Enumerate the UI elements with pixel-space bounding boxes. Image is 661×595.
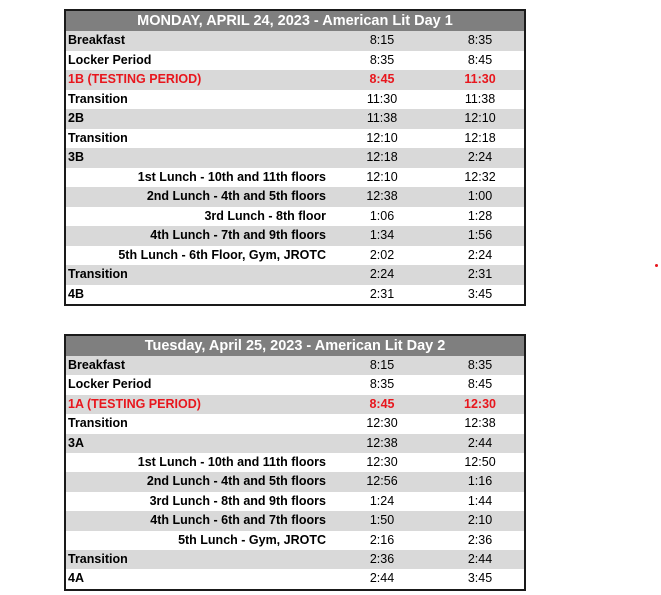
end-time: 1:16 — [467, 474, 493, 489]
start-time: 12:10 — [366, 169, 398, 184]
schedule-row — [66, 90, 524, 110]
period-label: Transition — [68, 551, 128, 566]
schedule-row — [66, 265, 524, 285]
end-time: 2:44 — [467, 435, 493, 450]
start-time: 1:34 — [369, 228, 395, 242]
schedule-row — [66, 109, 524, 129]
end-time: 3:45 — [467, 286, 493, 301]
start-time: 1:50 — [369, 513, 395, 528]
start-time: 8:45 — [369, 72, 395, 86]
start-time: 12:30 — [366, 416, 398, 431]
tuesday-schedule-rows — [66, 356, 524, 589]
monday-schedule-rows — [66, 31, 524, 304]
start-time: 12:38 — [366, 189, 398, 203]
schedule-row — [66, 148, 524, 168]
start-time: 12:38 — [366, 435, 398, 450]
end-time: 1:00 — [467, 189, 493, 203]
period-label: 3rd Lunch - 8th floor — [204, 208, 326, 223]
period-label: 5th Lunch - 6th Floor, Gym, JROTC — [118, 247, 326, 262]
end-time: 8:45 — [467, 377, 493, 392]
start-time: 2:44 — [369, 571, 395, 586]
period-label: 3B — [68, 150, 84, 164]
end-time: 12:10 — [464, 111, 496, 125]
end-time: 2:24 — [467, 150, 493, 164]
end-time: 2:44 — [467, 551, 493, 566]
period-label: 1st Lunch - 10th and 11th floors — [137, 169, 326, 184]
start-time: 12:10 — [366, 130, 398, 145]
end-time: 12:30 — [464, 396, 496, 411]
start-time: 8:35 — [369, 52, 395, 67]
schedule-row — [66, 453, 524, 472]
start-time: 8:15 — [369, 33, 395, 47]
period-label: Locker Period — [68, 52, 152, 67]
schedule-row — [66, 356, 524, 375]
schedule-row — [66, 207, 524, 227]
period-label: Breakfast — [68, 33, 125, 47]
schedule-row — [66, 414, 524, 433]
period-label: 2nd Lunch - 4th and 5th floors — [146, 189, 326, 203]
schedule-row — [66, 285, 524, 305]
period-label: 2nd Lunch - 4th and 5th floors — [146, 474, 326, 489]
schedule-row — [66, 492, 524, 511]
end-time: 12:38 — [464, 416, 496, 431]
period-label: 4th Lunch - 6th and 7th floors — [150, 513, 326, 528]
start-time: 8:15 — [369, 358, 395, 372]
schedule-row — [66, 70, 524, 90]
start-time: 2:24 — [369, 267, 395, 281]
tuesday-schedule-table — [64, 334, 526, 591]
start-time: 12:56 — [366, 474, 398, 489]
end-time: 3:45 — [467, 571, 493, 586]
period-label: 5th Lunch - Gym, JROTC — [178, 532, 326, 547]
start-time: 2:16 — [369, 532, 395, 547]
start-time: 11:38 — [366, 111, 398, 125]
schedule-row — [66, 375, 524, 394]
end-time: 2:24 — [467, 247, 493, 262]
end-time: 8:35 — [467, 33, 493, 47]
period-label: 4A — [68, 571, 84, 586]
period-label: Breakfast — [68, 358, 125, 372]
end-time: 8:35 — [467, 358, 493, 372]
end-time: 12:32 — [464, 169, 496, 184]
schedule-row — [66, 569, 524, 588]
start-time: 11:30 — [366, 91, 398, 106]
end-time: 2:31 — [467, 267, 493, 281]
start-time: 12:18 — [366, 150, 398, 164]
start-time: 1:24 — [369, 493, 395, 508]
schedule-row — [66, 226, 524, 246]
schedule-row — [66, 472, 524, 491]
start-time: 2:36 — [369, 551, 395, 566]
start-time: 1:06 — [369, 208, 395, 223]
period-label: 2B — [68, 111, 84, 125]
period-label: Transition — [68, 130, 128, 145]
start-time: 12:30 — [366, 454, 398, 469]
end-time: 2:36 — [467, 532, 493, 547]
period-label: 1B (TESTING PERIOD) — [68, 72, 202, 86]
period-label: Transition — [68, 416, 128, 431]
schedule-row — [66, 168, 524, 188]
schedule-row — [66, 395, 524, 414]
period-label: 4B — [68, 286, 84, 301]
start-time: 8:45 — [369, 396, 395, 411]
tuesday-schedule-title: Tuesday, April 25, 2023 - American Lit Day 2 — [66, 336, 524, 356]
schedule-row — [66, 51, 524, 71]
schedule-row — [66, 246, 524, 266]
schedule-row — [66, 31, 524, 51]
schedule-row — [66, 531, 524, 550]
monday-schedule-table — [64, 9, 526, 306]
period-label: Locker Period — [68, 377, 152, 392]
start-time: 2:31 — [369, 286, 395, 301]
period-label: 3A — [68, 435, 84, 450]
start-time: 2:02 — [369, 247, 395, 262]
period-label: 1st Lunch - 10th and 11th floors — [137, 454, 326, 469]
period-label: 4th Lunch - 7th and 9th floors — [150, 228, 326, 242]
end-time: 12:18 — [464, 130, 496, 145]
period-label: 3rd Lunch - 8th and 9th floors — [149, 493, 326, 508]
schedule-row — [66, 434, 524, 453]
period-label: Transition — [68, 91, 128, 106]
period-label: Transition — [68, 267, 128, 281]
red-dot-mark — [655, 264, 658, 267]
monday-schedule-title: MONDAY, APRIL 24, 2023 - American Lit Day 1 — [66, 11, 524, 31]
end-time: 1:56 — [467, 228, 493, 242]
schedule-row — [66, 187, 524, 207]
end-time: 11:38 — [464, 91, 496, 106]
end-time: 2:10 — [467, 513, 493, 528]
end-time: 8:45 — [467, 52, 493, 67]
period-label: 1A (TESTING PERIOD) — [68, 396, 201, 411]
end-time: 12:50 — [464, 454, 496, 469]
start-time: 8:35 — [369, 377, 395, 392]
schedule-row — [66, 511, 524, 530]
schedule-row — [66, 129, 524, 149]
end-time: 11:30 — [464, 72, 496, 86]
end-time: 1:28 — [467, 208, 493, 223]
end-time: 1:44 — [467, 493, 493, 508]
schedule-row — [66, 550, 524, 569]
